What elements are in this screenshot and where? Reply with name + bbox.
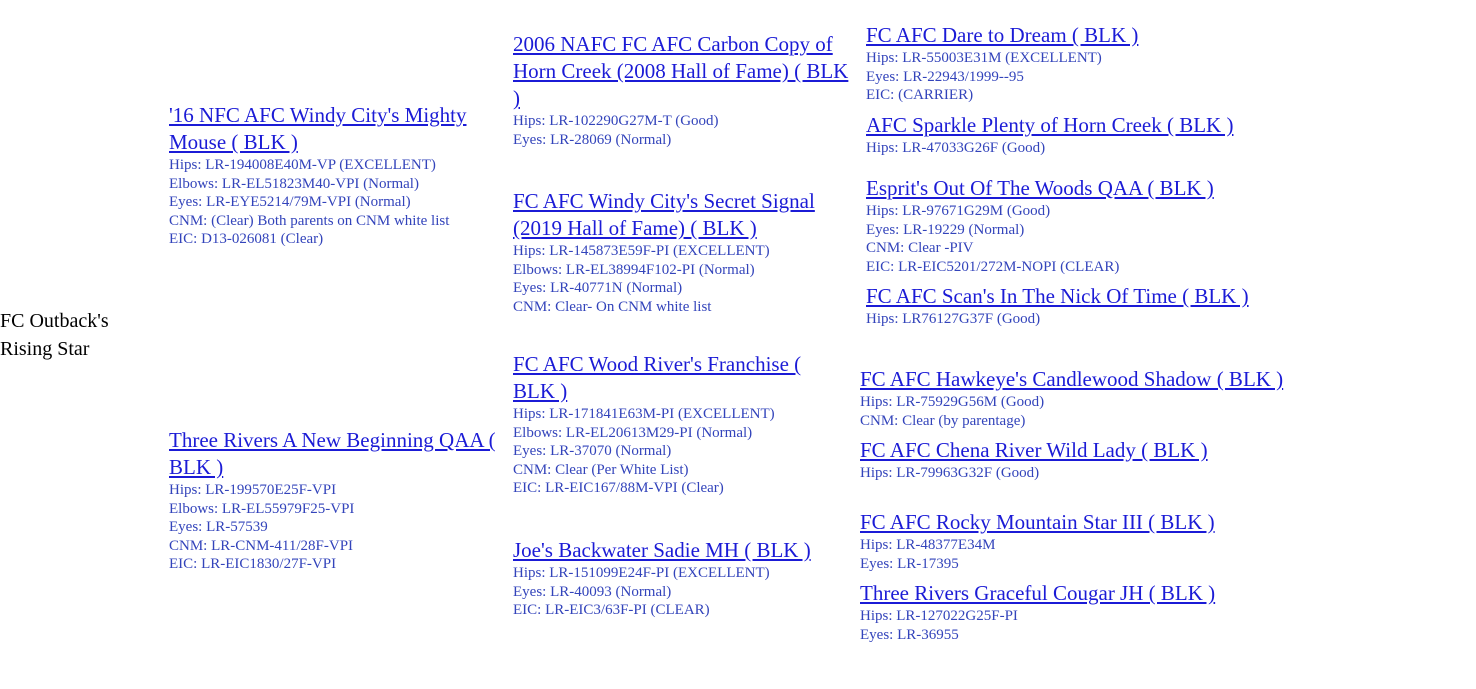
dsd-link[interactable]: FC AFC Chena River Wild Lady ( BLK ) — [860, 438, 1208, 462]
health-line: CNM: (Clear) Both parents on CNM white list — [169, 212, 450, 229]
subject-dog-name: FC Outback's Rising Star — [0, 310, 109, 360]
dss-entry — [860, 366, 1320, 430]
dss-link[interactable]: FC AFC Hawkeye's Candlewood Shadow ( BLK ) — [860, 367, 1284, 391]
health-line: CNM: Clear (Per White List) — [513, 461, 689, 478]
dam-dam-entry — [513, 537, 853, 620]
health-line: Hips: LR-171841E63M-PI (EXCELLENT) — [513, 406, 775, 422]
health-line: Hips: LR-79963G32F (Good) — [860, 465, 1040, 481]
health-line: Hips: LR-194008E40M-VP (EXCELLENT) — [169, 157, 436, 173]
health-line: Eyes: LR-36955 — [860, 626, 959, 643]
sire-dam-health-info — [513, 242, 848, 316]
health-line: CNM: Clear -PIV — [866, 240, 974, 256]
health-line: Eyes: LR-19229 (Normal) — [866, 221, 1025, 238]
sire-sire-entry — [513, 31, 853, 149]
health-line: Hips: LR-75929G56M (Good) — [860, 394, 1045, 410]
health-line: EIC: (CARRIER) — [866, 87, 974, 103]
dam-dam-link[interactable]: Joe's Backwater Sadie MH ( BLK ) — [513, 538, 811, 562]
health-line: EIC: D13-026081 (Clear) — [169, 231, 324, 247]
sdd-health-info — [866, 310, 1306, 329]
health-line: Hips: LR-145873E59F-PI (EXCELLENT) — [513, 243, 770, 259]
health-line: Hips: LR76127G37F (Good) — [866, 311, 1041, 327]
health-line: CNM: Clear (by parentage) — [860, 412, 1026, 429]
health-line: Eyes: LR-37070 (Normal) — [513, 443, 672, 459]
health-line: Elbows: LR-EL55979F25-VPI — [169, 500, 355, 517]
health-line: Elbows: LR-EL51823M40-VPI (Normal) — [169, 175, 419, 192]
sss-health-info — [866, 49, 1306, 105]
health-line: CNM: LR-CNM-411/28F-VPI — [169, 537, 354, 554]
dds-entry — [860, 509, 1320, 573]
health-line: EIC: LR-EIC167/88M-VPI (Clear) — [513, 480, 724, 496]
ssd-health-info — [866, 139, 1306, 158]
health-line: Hips: LR-97671G29M (Good) — [866, 203, 1051, 219]
dds-health-info — [860, 536, 1320, 573]
health-line: Hips: LR-48377E34M — [860, 537, 996, 553]
health-line: Eyes: LR-57539 — [169, 519, 268, 535]
sire-entry — [169, 102, 499, 249]
ssd-link[interactable]: AFC Sparkle Plenty of Horn Creek ( BLK ) — [866, 113, 1234, 137]
sire-dam-entry — [513, 188, 848, 316]
health-line: EIC: LR-EIC3/63F-PI (CLEAR) — [513, 602, 710, 618]
health-line: Eyes: LR-EYE5214/79M-VPI (Normal) — [169, 194, 411, 210]
health-line: Elbows: LR-EL20613M29-PI (Normal) — [513, 424, 753, 441]
health-line: CNM: Clear- On CNM white list — [513, 298, 712, 315]
health-line: Eyes: LR-17395 — [860, 555, 959, 572]
sds-entry — [866, 175, 1306, 276]
sss-link[interactable]: FC AFC Dare to Dream ( BLK ) — [866, 23, 1139, 47]
health-line: Hips: LR-47033G26F (Good) — [866, 140, 1046, 156]
dds-link[interactable]: FC AFC Rocky Mountain Star III ( BLK ) — [860, 510, 1215, 534]
sdd-link[interactable]: FC AFC Scan's In The Nick Of Time ( BLK ) — [866, 284, 1249, 308]
health-line: Hips: LR-102290G27M-T (Good) — [513, 113, 719, 129]
dam-link[interactable]: Three Rivers A New Beginning QAA ( BLK ) — [169, 428, 496, 479]
health-line: Eyes: LR-28069 (Normal) — [513, 131, 672, 148]
sire-dam-link[interactable]: FC AFC Windy City's Secret Signal (2019 Hall of Fame) ( BLK ) — [513, 189, 815, 240]
sds-link[interactable]: Esprit's Out Of The Woods QAA ( BLK ) — [866, 176, 1214, 200]
ddd-health-info — [860, 607, 1320, 644]
health-line: EIC: LR-EIC5201/272M-NOPI (CLEAR) — [866, 258, 1120, 275]
sire-link[interactable]: '16 NFC AFC Windy City's Mighty Mouse ( BLK ) — [169, 103, 467, 154]
health-line: Hips: LR-151099E24F-PI (EXCELLENT) — [513, 565, 770, 581]
health-line: Hips: LR-199570E25F-VPI — [169, 482, 337, 498]
sds-health-info — [866, 202, 1306, 276]
sire-health-info — [169, 156, 499, 249]
health-line: Elbows: LR-EL38994F102-PI (Normal) — [513, 261, 755, 278]
sire-sire-link[interactable]: 2006 NAFC FC AFC Carbon Copy of Horn Creek (2008 Hall of Fame) ( BLK ) — [513, 32, 849, 110]
dam-sire-entry — [513, 351, 843, 498]
dam-dam-health-info — [513, 564, 853, 620]
health-line: Hips: LR-55003E31M (EXCELLENT) — [866, 50, 1102, 66]
dam-sire-health-info — [513, 405, 843, 498]
dam-sire-link[interactable]: FC AFC Wood River's Franchise ( BLK ) — [513, 352, 802, 403]
sire-sire-health-info — [513, 112, 853, 149]
ddd-link[interactable]: Three Rivers Graceful Cougar JH ( BLK ) — [860, 581, 1216, 605]
dsd-entry — [860, 437, 1320, 483]
sss-entry — [866, 22, 1306, 105]
dam-entry — [169, 427, 504, 574]
health-line: Eyes: LR-40771N (Normal) — [513, 280, 683, 296]
dsd-health-info — [860, 464, 1320, 483]
health-line: EIC: LR-EIC1830/27F-VPI — [169, 556, 337, 572]
dss-health-info — [860, 393, 1320, 430]
dam-health-info — [169, 481, 504, 574]
ddd-entry — [860, 580, 1320, 644]
ssd-entry — [866, 112, 1306, 158]
health-line: Eyes: LR-40093 (Normal) — [513, 583, 672, 600]
sdd-entry — [866, 283, 1306, 329]
health-line: Hips: LR-127022G25F-PI — [860, 608, 1018, 624]
health-line: Eyes: LR-22943/1999--95 — [866, 68, 1024, 85]
